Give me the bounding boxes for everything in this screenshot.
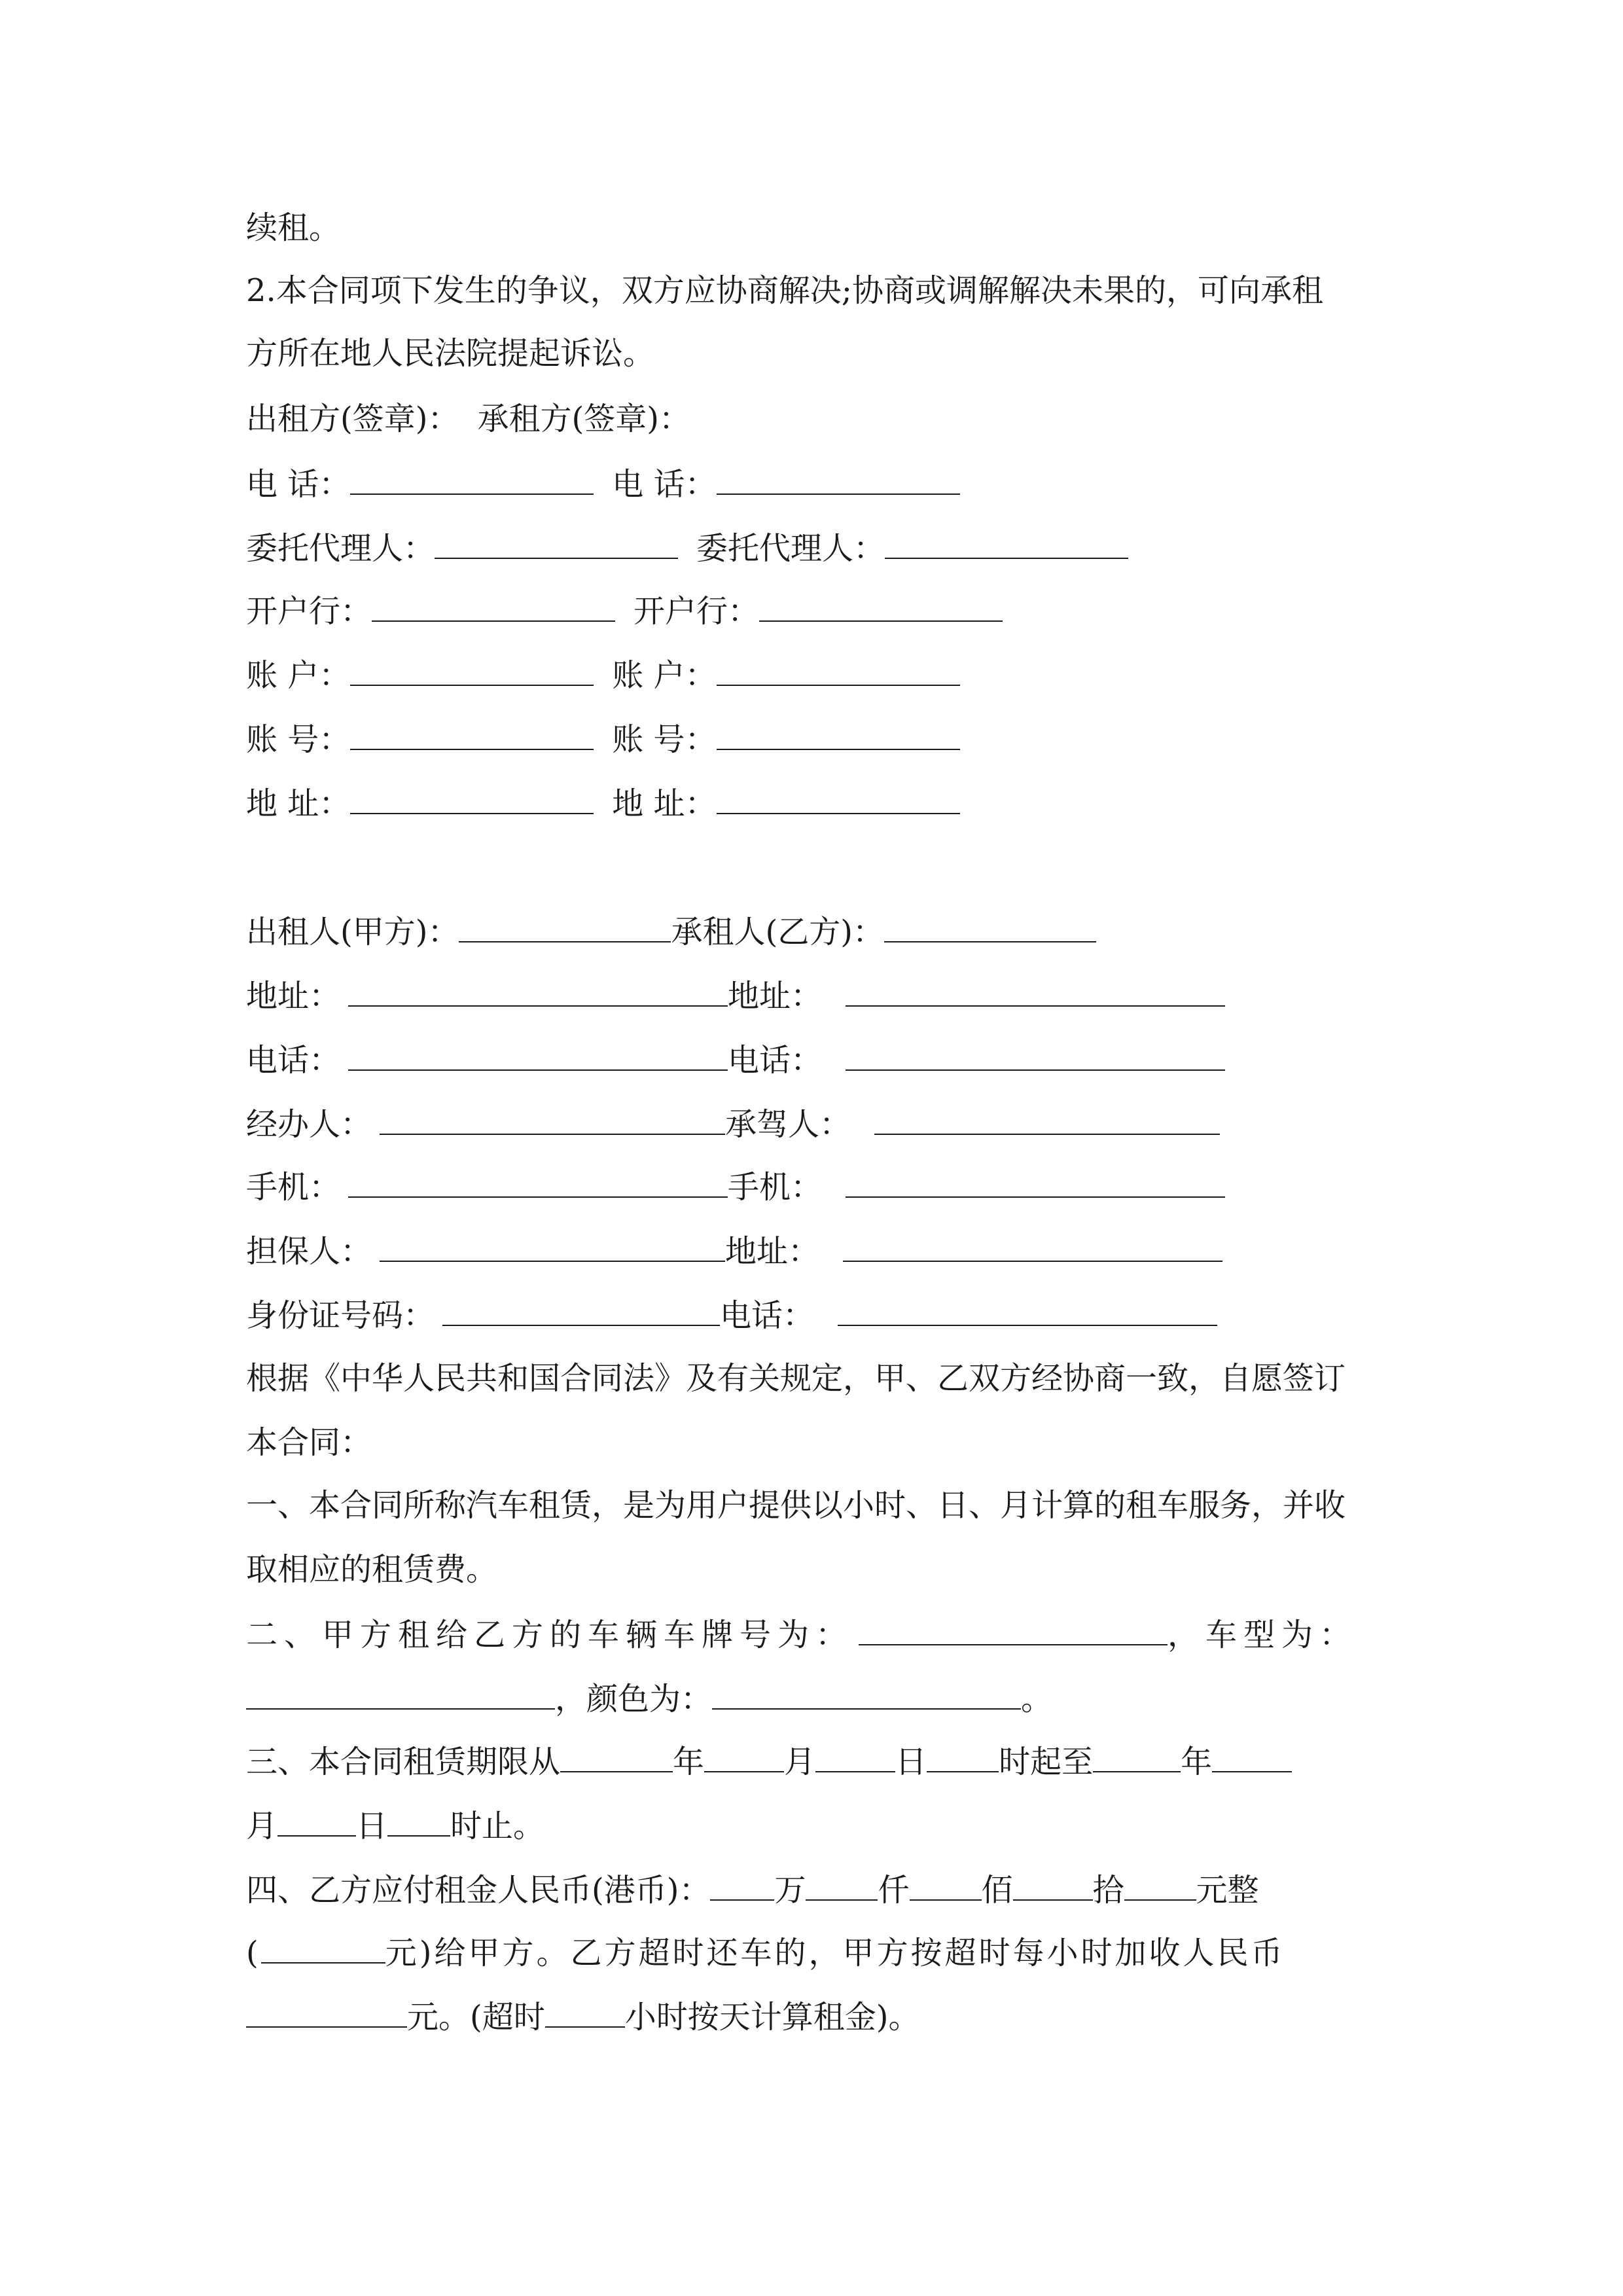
plate-number-blank[interactable] — [859, 1614, 1168, 1645]
clause-1-line-1: 一、本合同所称汽车租赁，是为用户提供以小时、日、月计算的租车服务，并收 — [246, 1487, 1346, 1524]
id-number-field[interactable] — [442, 1295, 720, 1326]
lessee-sign-label: 承租方(签章)： — [477, 401, 690, 437]
lessee-account-name-blank[interactable] — [717, 655, 960, 686]
rent-yuan-blank[interactable] — [1124, 1869, 1196, 1901]
sign-phone-row: 电 话： 电 话： — [246, 463, 960, 504]
lessor-mobile-field[interactable] — [348, 1166, 728, 1198]
lessee-name-blank[interactable] — [884, 911, 1096, 942]
sign-address-row: 地 址： 地 址： — [246, 783, 960, 823]
clause-3-line-1: 三、本合同租赁期限从 年 月 日 时起至 年 — [246, 1741, 1292, 1782]
top-line-3: 方所在地人民法院提起诉讼。 — [246, 335, 655, 372]
lessee-address-blank[interactable] — [717, 783, 960, 814]
start-hour-blank[interactable] — [927, 1741, 999, 1772]
parties-address-row: 地址： 地址： — [246, 975, 1225, 1016]
lessee-phone-field[interactable] — [846, 1039, 1225, 1071]
overtime-fee-blank[interactable] — [246, 1996, 407, 2028]
car-model-blank[interactable] — [246, 1678, 555, 1710]
lessor-address-field[interactable] — [348, 975, 728, 1007]
lessor-phone-field[interactable] — [348, 1039, 728, 1071]
end-day-blank[interactable] — [277, 1805, 356, 1837]
intro-line-1: 根据《中华人民共和国合同法》及有关规定，甲、乙双方经协商一致，自愿签订 — [246, 1360, 1346, 1397]
clause-4-line-1: 四、乙方应付租金人民币(港币)： 万 仟 佰 拾 元整 — [246, 1869, 1259, 1910]
intro-line-2: 本合同： — [246, 1424, 372, 1461]
guarantor-phone-field[interactable] — [838, 1295, 1217, 1326]
lessor-sign-label: 出租方(签章)： — [246, 401, 459, 437]
start-month-blank[interactable] — [704, 1741, 784, 1772]
rent-total-blank[interactable] — [261, 1932, 385, 1964]
lessee-address-field[interactable] — [846, 975, 1225, 1007]
handler-field[interactable] — [380, 1103, 725, 1135]
parties-id-row: 身份证号码： 电话： — [246, 1295, 1217, 1335]
overtime-hours-blank[interactable] — [545, 1996, 625, 2028]
lessor-account-name-blank[interactable] — [350, 655, 594, 686]
rent-qian-blank[interactable] — [806, 1869, 878, 1901]
clause-4-line-3: 元。(超时 小时按天计算租金)。 — [246, 1996, 919, 2037]
lessor-phone-blank[interactable] — [350, 463, 594, 495]
clause-4-line-2: ( 元)给甲方。乙方超时还车的，甲方按超时每小时加收人民币 — [246, 1932, 1285, 1973]
sign-agent-row: 委托代理人： 委托代理人： — [246, 528, 1128, 568]
clause-3-line-2: 月 日 时止。 — [246, 1805, 544, 1846]
driver-field[interactable] — [874, 1103, 1220, 1135]
guarantor-address-field[interactable] — [843, 1230, 1222, 1262]
lessee-mobile-field[interactable] — [846, 1166, 1225, 1198]
lessee-phone-blank[interactable] — [717, 463, 960, 495]
clause-2-line-2: ，颜色为： 。 — [246, 1678, 1052, 1719]
lessor-address-blank[interactable] — [350, 783, 594, 814]
end-year-blank[interactable] — [1093, 1741, 1181, 1772]
top-line-1: 续租。 — [246, 209, 341, 246]
lessor-name-blank[interactable] — [459, 911, 671, 942]
end-hour-blank[interactable] — [387, 1805, 450, 1837]
start-day-blank[interactable] — [815, 1741, 895, 1772]
parties-phone-row: 电话： 电话： — [246, 1039, 1225, 1080]
rent-wan-blank[interactable] — [710, 1869, 774, 1901]
sign-bank-row: 开户行： 开户行： — [246, 590, 1003, 631]
clause-1-line-2: 取相应的租赁费。 — [246, 1551, 498, 1588]
clause-2-line-1: 二、甲方租给乙方的车辆车牌号为： ，车型为： — [246, 1614, 1357, 1655]
parties-handler-row: 经办人： 承驾人： — [246, 1103, 1220, 1144]
guarantor-field[interactable] — [380, 1230, 725, 1262]
sign-header-row — [246, 399, 690, 439]
sign-account-no-row: 账 号： 账 号： — [246, 719, 960, 759]
parties-header-row: 出租人(甲方)： 承租人(乙方)： — [246, 911, 1096, 952]
lessee-agent-blank[interactable] — [885, 528, 1128, 559]
lessee-bank-blank[interactable] — [759, 590, 1003, 622]
lessor-agent-blank[interactable] — [435, 528, 678, 559]
sign-account-name-row: 账 户： 账 户： — [246, 655, 960, 695]
car-color-blank[interactable] — [712, 1678, 1021, 1710]
end-month-blank[interactable] — [1212, 1741, 1292, 1772]
start-year-blank[interactable] — [560, 1741, 673, 1772]
parties-mobile-row: 手机： 手机： — [246, 1166, 1225, 1207]
rent-bai-blank[interactable] — [910, 1869, 982, 1901]
top-line-2: 2.本合同项下发生的争议，双方应协商解决;协商或调解解决未果的，可向承租 — [246, 272, 1323, 309]
lessor-account-no-blank[interactable] — [350, 719, 594, 750]
rent-shi-blank[interactable] — [1013, 1869, 1093, 1901]
lessee-account-no-blank[interactable] — [717, 719, 960, 750]
parties-guarantor-row: 担保人： 地址： — [246, 1230, 1222, 1271]
lessor-bank-blank[interactable] — [372, 590, 615, 622]
